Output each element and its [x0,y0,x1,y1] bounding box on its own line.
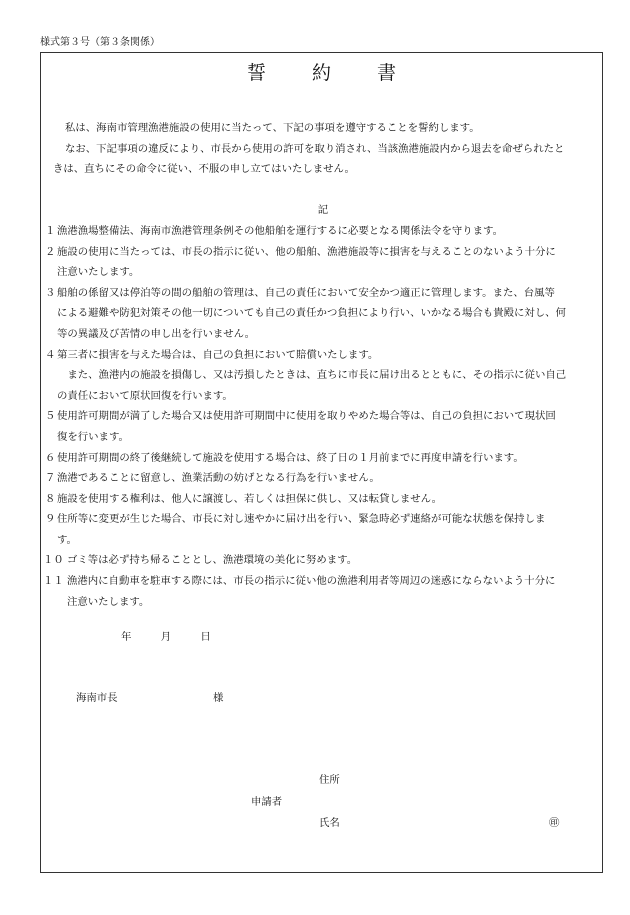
item-line: による避難や防犯対策その他一切についても自己の責任かつ負担により行い、いかなる場合も貴殿に対し、何 [57,307,566,320]
item-line: 施設を使用する権利は、他人に譲渡し、若しくは担保に供し、又は転貸しません。 [57,492,443,505]
intro-line-3: きは、直ちにその命令に従い、不服の申し立てはいたしません。 [53,163,355,176]
list-item [45,509,601,550]
list-item [45,283,601,345]
addressee-name: 海南市長 [76,692,118,704]
item-line: 等の異議及び苦情の申し出を行いません。 [57,327,256,340]
date-month: 月 [160,631,172,643]
date-day: 日 [200,631,211,643]
item-number: １０ [43,554,64,567]
form-number: 様式第３号（第３条関係） [40,37,160,48]
list-item [45,221,601,242]
item-line: 漁港であることに留意し、漁業活動の妨げとなる行為を行いません。 [57,472,380,485]
item-line: 漁港内に自動車を駐車する際には、市長の指示に従い他の漁港利用者等周辺の迷惑にならないよう十分に [67,575,556,588]
document-title: 誓約書 [246,62,442,84]
item-number: ３ [45,286,56,299]
list-item [45,489,601,510]
list-item [45,550,601,571]
item-number: ４ [45,348,56,361]
list-item [45,468,601,489]
name-label: 氏名 [319,817,340,829]
item-number: ６ [45,451,56,464]
item-line: 注意いたします。 [57,266,140,279]
address-label: 住所 [319,774,340,786]
item-line: す。 [57,533,77,546]
list-item [45,448,601,469]
list-item [45,345,601,407]
list-item [45,571,601,612]
item-line: 使用許可期間の終了後継続して施設を使用する場合は、終了日の１月前までに再度申請を行います。 [57,451,524,464]
item-line: また、漁港内の施設を損傷し、又は汚損したときは、直ちに市長に届け出るとともに、その指示に従い自己 [57,369,567,382]
seal-mark: ㊞ [549,817,560,829]
document-body [45,118,601,612]
item-number: １１ [43,575,64,588]
item-line: 住所等に変更が生じた場合、市長に対し速やかに届け出を行い、緊急時必ず連絡が可能な状態を保持しま [57,513,546,526]
list-item [45,406,601,447]
items-list [45,221,601,612]
item-number: １ [45,224,56,237]
item-line: 船舶の係留又は停泊等の間の船舶の管理は、自己の責任において安全かつ適正に管理します。また、台風等 [57,286,555,299]
item-number: ９ [45,513,56,526]
date-year: 年 [121,631,132,643]
item-number: ８ [45,492,56,505]
intro-line-1: 私は、海南市管理漁港施設の使用に当たって、下記の事項を遵守することを誓約します。 [65,122,480,134]
list-item [45,242,601,283]
intro-line-2: なお、下記事項の違反により、市長から使用の許可を取り消され、当該漁港施設内から退去を命ぜられたと [65,142,565,155]
item-line: の責任において原状回復を行います。 [57,389,233,402]
item-line: 第三者に損害を与えた場合は、自己の負担において賠償いたします。 [57,348,379,361]
date-line [121,628,211,643]
item-number: ５ [45,410,56,423]
item-number: ２ [45,245,56,258]
item-line: ゴミ等は必ず持ち帰ることとし、漁港環境の美化に努めます。 [67,554,358,567]
ki-heading: 記 [317,204,329,217]
item-line: 漁港漁場整備法、海南市漁港管理条例その他船舶を運行するに必要となる関係法令を守ります。 [57,224,503,237]
item-line: 注意いたします。 [67,595,150,608]
item-line: 使用許可期間が満了した場合又は使用許可期間中に使用を取りやめた場合等は、自己の負担において現状回 [57,410,556,423]
item-number: ７ [45,472,56,485]
item-line: 復を行います。 [57,430,129,443]
applicant-label: 申請者 [251,796,283,808]
document-frame [40,52,603,873]
addressee-honorific: 様 [213,692,224,704]
item-line: 施設の使用に当たっては、市長の指示に従い、他の船舶、漁港施設等に損害を与えることのないよう十分に [57,245,556,258]
